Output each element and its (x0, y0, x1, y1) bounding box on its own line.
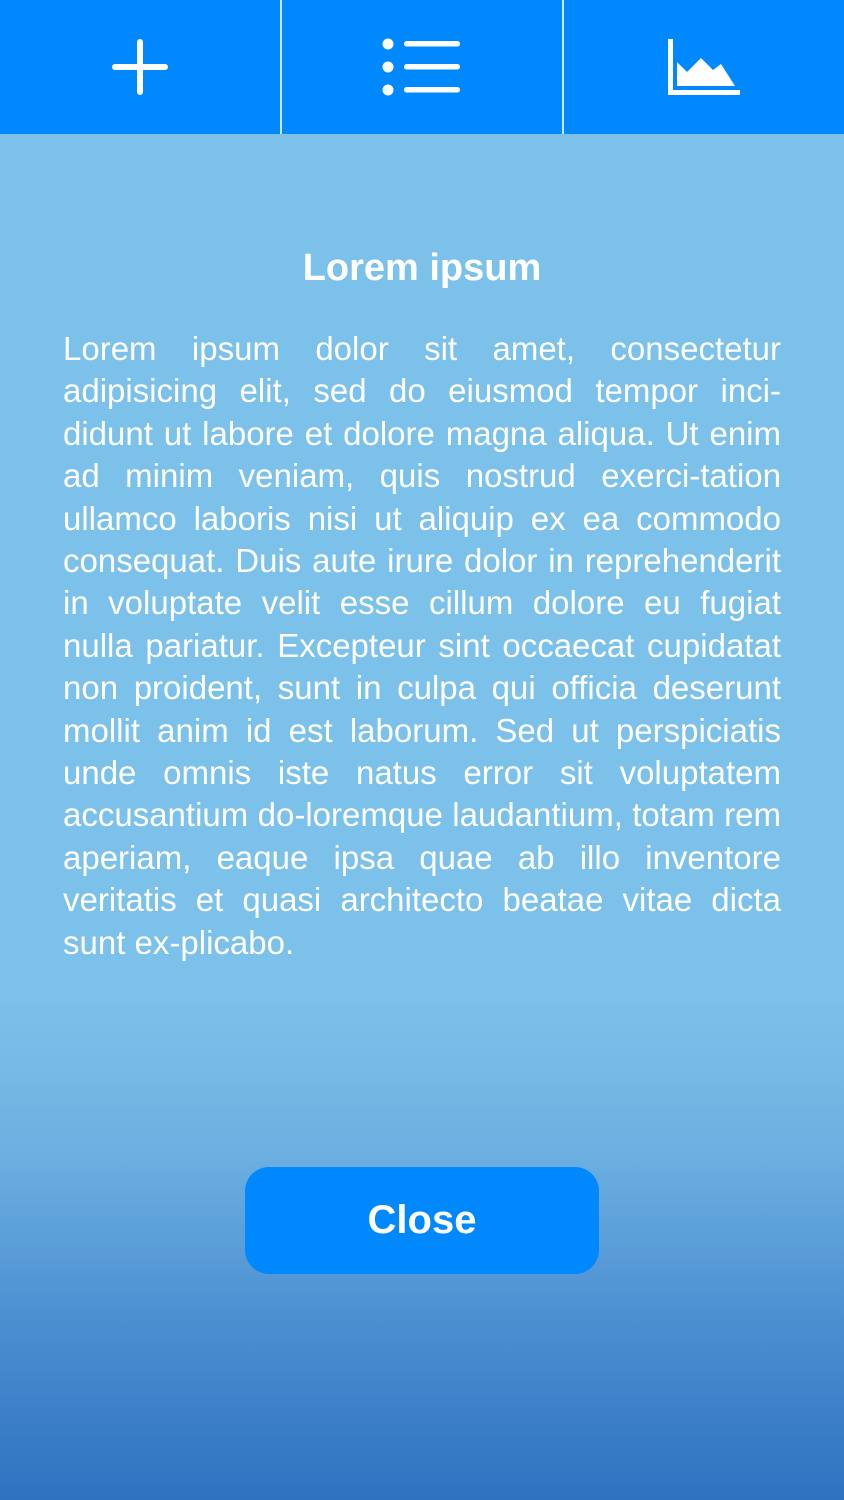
close-button[interactable]: Close (245, 1167, 599, 1274)
top-toolbar (0, 0, 844, 134)
add-button[interactable] (0, 0, 280, 134)
list-icon (382, 38, 462, 96)
chart-button[interactable] (562, 0, 844, 134)
list-button[interactable] (280, 0, 562, 134)
area-chart-icon (667, 38, 741, 96)
dialog-title: Lorem ipsum (302, 247, 542, 289)
plus-icon (110, 37, 170, 97)
dialog-body-text: Lorem ipsum dolor sit amet, consectetur adipisicing elit, sed do eiusmod tempor inci-didunt ut labore et dolore magna aliqua. Ut enim ad minim veniam, quis nostrud exerci-tation ullamco laboris nisi ut aliquip ex ea commodo consequat. Duis aute irure dolor in reprehenderit in voluptate velit esse cillum dolore eu fugiat nulla pariatur. Excepteur sint occaecat cupidatat non proident, sunt in culpa qui officia deserunt mollit anim id est laborum. Sed ut perspiciatis unde omnis iste natus error sit voluptatem accusantium do-loremque laudantium, totam rem aperiam, eaque ipsa quae ab illo inventore veritatis et quasi architecto beatae vitae dicta sunt ex-plicabo. (63, 330, 781, 961)
